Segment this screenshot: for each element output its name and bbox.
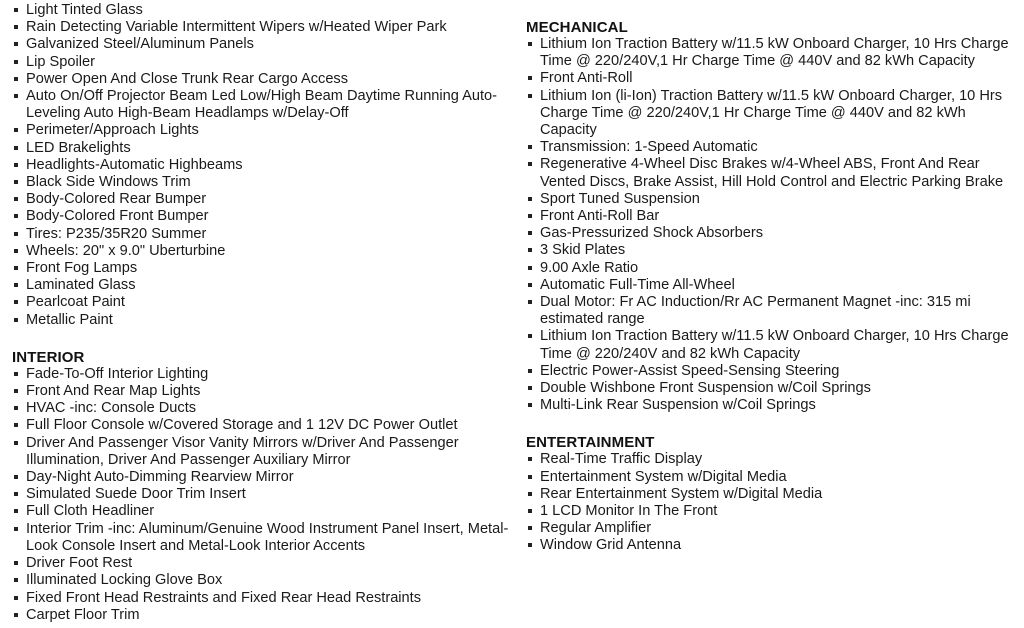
list-item-text: Body-Colored Front Bumper bbox=[26, 208, 209, 225]
list-item-text: Perimeter/Approach Lights bbox=[26, 122, 199, 139]
list-item bbox=[526, 520, 1016, 537]
list-item-text: HVAC -inc: Console Ducts bbox=[26, 400, 197, 417]
list-item bbox=[12, 88, 512, 122]
list-item-text: Double Wishbone Front Suspension w/Coil Springs bbox=[540, 380, 871, 397]
bullet-icon bbox=[528, 369, 532, 373]
list-item bbox=[12, 2, 512, 19]
list-item-text: Rear Entertainment System w/Digital Media bbox=[540, 485, 823, 502]
list-item-text: Galvanized Steel/Aluminum Panels bbox=[26, 36, 254, 53]
bullet-icon bbox=[14, 283, 18, 287]
mechanical-heading: MECHANICAL bbox=[526, 19, 628, 36]
bullet-icon bbox=[14, 197, 18, 201]
bullet-icon bbox=[528, 145, 532, 149]
list-item-text: Lithium Ion Traction Battery w/11.5 kW Onboard Charger, 10 Hrs Charge Time @ 220/240V and 82 kWh Capacity bbox=[540, 328, 1009, 362]
bullet-icon bbox=[14, 406, 18, 410]
list-item-text: Metallic Paint bbox=[26, 311, 113, 328]
list-item-text: 1 LCD Monitor In The Front bbox=[540, 503, 718, 520]
bullet-icon bbox=[528, 526, 532, 530]
list-item-text: Full Cloth Headliner bbox=[26, 503, 155, 520]
list-item bbox=[12, 572, 512, 589]
bullet-icon bbox=[14, 163, 18, 167]
list-item-text: Dual Motor: Fr AC Induction/Rr AC Permanent Magnet -inc: 315 mi estimated range bbox=[540, 294, 971, 328]
list-item bbox=[526, 486, 1016, 503]
list-item bbox=[12, 503, 512, 520]
list-item-text: Driver Foot Rest bbox=[26, 555, 133, 572]
list-item bbox=[12, 260, 512, 277]
list-item bbox=[526, 328, 1016, 362]
bullet-icon bbox=[14, 8, 18, 12]
list-item bbox=[12, 19, 512, 36]
list-item bbox=[12, 312, 512, 329]
list-item-text: Auto On/Off Projector Beam Led Low/High Beam Daytime Running Auto-Leveling Auto High-Beam Headlamps w/Delay-Off bbox=[26, 88, 498, 122]
list-item bbox=[526, 156, 1016, 190]
list-item bbox=[526, 260, 1016, 277]
list-item bbox=[526, 503, 1016, 520]
list-item-text: Day-Night Auto-Dimming Rearview Mirror bbox=[26, 469, 294, 486]
bullet-icon bbox=[14, 492, 18, 496]
list-item bbox=[12, 555, 512, 572]
list-item bbox=[526, 363, 1016, 380]
bullet-icon bbox=[14, 475, 18, 479]
bullet-icon bbox=[14, 372, 18, 376]
list-item bbox=[526, 225, 1016, 242]
interior-heading: INTERIOR bbox=[12, 348, 85, 366]
list-item-text: Fade-To-Off Interior Lighting bbox=[26, 365, 209, 382]
list-item-text: Tires: P235/35R20 Summer bbox=[26, 225, 207, 242]
list-item bbox=[526, 469, 1016, 486]
bullet-icon bbox=[528, 403, 532, 407]
list-item bbox=[12, 417, 512, 434]
bullet-icon bbox=[528, 248, 532, 252]
list-item-text: Window Grid Antenna bbox=[540, 537, 682, 554]
list-item-text: Front And Rear Map Lights bbox=[26, 383, 201, 400]
list-item-text: Interior Trim -inc: Aluminum/Genuine Wood Instrument Panel Insert, Metal-Look Console Insert and Metal-Look Interior Accents bbox=[26, 520, 509, 554]
list-item bbox=[526, 537, 1016, 554]
bullet-icon bbox=[528, 509, 532, 513]
list-item-text: Front Anti-Roll Bar bbox=[540, 208, 660, 225]
list-item bbox=[12, 366, 512, 383]
bullet-icon bbox=[14, 527, 18, 531]
right-column bbox=[526, 0, 1016, 555]
list-item-text: Wheels: 20" x 9.0" Uberturbine bbox=[26, 242, 226, 259]
bullet-icon bbox=[528, 42, 532, 46]
list-item-text: Front Anti-Roll bbox=[540, 70, 633, 87]
bullet-icon bbox=[14, 423, 18, 427]
list-item bbox=[526, 208, 1016, 225]
list-item bbox=[12, 208, 512, 225]
list-item-text: Lithium Ion Traction Battery w/11.5 kW Onboard Charger, 10 Hrs Charge Time @ 220/240V,1 Hr Charge Time @ 440V and 82 kWh Capacity bbox=[540, 36, 1009, 70]
bullet-icon bbox=[14, 94, 18, 98]
list-item bbox=[526, 36, 1016, 70]
entertainment-section bbox=[526, 434, 1016, 554]
list-item-text: Full Floor Console w/Covered Storage and 1 12V DC Power Outlet bbox=[26, 417, 458, 434]
list-item-text: 3 Skid Plates bbox=[540, 242, 626, 259]
list-item-text: Illuminated Locking Glove Box bbox=[26, 572, 223, 589]
bullet-icon bbox=[528, 214, 532, 218]
bullet-icon bbox=[528, 334, 532, 338]
list-item bbox=[12, 243, 512, 260]
left-column bbox=[12, 0, 512, 624]
bullet-icon bbox=[528, 266, 532, 270]
list-item bbox=[526, 139, 1016, 156]
list-item bbox=[12, 191, 512, 208]
list-item-text: Fixed Front Head Restraints and Fixed Rear Head Restraints bbox=[26, 589, 422, 606]
list-item-text: Real-Time Traffic Display bbox=[540, 451, 703, 468]
list-item-text: Lithium Ion (li-Ion) Traction Battery w/11.5 kW Onboard Charger, 10 Hrs Charge Time @ 220/240V,1 Hr Charge Time @ 440V and 82 kWh Capacity bbox=[540, 87, 1003, 139]
bullet-icon bbox=[14, 613, 18, 617]
list-item-text: Lip Spoiler bbox=[26, 53, 95, 70]
list-item bbox=[12, 140, 512, 157]
list-item bbox=[12, 607, 512, 624]
bullet-icon bbox=[528, 386, 532, 390]
list-item-text: Headlights-Automatic Highbeams bbox=[26, 156, 243, 173]
list-item bbox=[12, 590, 512, 607]
interior-list bbox=[12, 366, 512, 624]
list-item bbox=[12, 36, 512, 53]
bullet-icon bbox=[528, 197, 532, 201]
list-item-text: Entertainment System w/Digital Media bbox=[540, 468, 787, 485]
list-item-text: LED Brakelights bbox=[26, 139, 131, 156]
list-item bbox=[12, 294, 512, 311]
list-item-text: Power Open And Close Trunk Rear Cargo Access bbox=[26, 70, 349, 87]
entertainment-list bbox=[526, 451, 1016, 554]
list-item-text: Sport Tuned Suspension bbox=[540, 190, 700, 207]
bullet-icon bbox=[14, 389, 18, 393]
list-item bbox=[526, 380, 1016, 397]
list-item bbox=[12, 157, 512, 174]
list-item-text: Body-Colored Rear Bumper bbox=[26, 191, 207, 208]
list-item-text: Transmission: 1-Speed Automatic bbox=[540, 139, 758, 156]
list-item-text: Regular Amplifier bbox=[540, 520, 652, 537]
list-item bbox=[12, 122, 512, 139]
list-item-text: Driver And Passenger Visor Vanity Mirrors w/Driver And Passenger Illumination, Driver And Passenger Auxiliary Mirror bbox=[26, 434, 459, 468]
interior-section bbox=[12, 349, 512, 624]
bullet-icon bbox=[14, 60, 18, 64]
bullet-icon bbox=[14, 509, 18, 513]
list-item-text: Simulated Suede Door Trim Insert bbox=[26, 486, 246, 503]
bullet-icon bbox=[14, 42, 18, 46]
list-item bbox=[526, 242, 1016, 259]
list-item bbox=[12, 383, 512, 400]
bullet-icon bbox=[14, 561, 18, 565]
list-item bbox=[526, 397, 1016, 414]
bullet-icon bbox=[528, 543, 532, 547]
list-item bbox=[12, 54, 512, 71]
list-item-text: Regenerative 4-Wheel Disc Brakes w/4-Wheel ABS, Front And Rear Vented Discs, Brake Assist, Hill Hold Control and Electric Parking Brake bbox=[540, 156, 1004, 190]
list-item bbox=[526, 88, 1016, 140]
bullet-icon bbox=[14, 300, 18, 304]
bullet-icon bbox=[14, 441, 18, 445]
list-item bbox=[526, 277, 1016, 294]
bullet-icon bbox=[14, 266, 18, 270]
list-item-text: Light Tinted Glass bbox=[26, 2, 143, 18]
list-item bbox=[12, 71, 512, 88]
exterior-list bbox=[12, 2, 512, 329]
bullet-icon bbox=[14, 25, 18, 29]
list-item-text: Front Fog Lamps bbox=[26, 260, 138, 277]
bullet-icon bbox=[14, 318, 18, 322]
bullet-icon bbox=[14, 180, 18, 184]
list-item-text: Electric Power-Assist Speed-Sensing Steering bbox=[540, 362, 840, 379]
list-item-text: Laminated Glass bbox=[26, 277, 136, 294]
bullet-icon bbox=[14, 128, 18, 132]
list-item bbox=[12, 277, 512, 294]
entertainment-heading: ENTERTAINMENT bbox=[526, 434, 655, 452]
bullet-icon bbox=[14, 146, 18, 150]
list-item bbox=[526, 451, 1016, 468]
list-item-text: Carpet Floor Trim bbox=[26, 606, 140, 623]
bullet-icon bbox=[528, 231, 532, 235]
bullet-icon bbox=[528, 475, 532, 479]
list-item bbox=[12, 486, 512, 503]
bullet-icon bbox=[528, 300, 532, 304]
list-item-text: Rain Detecting Variable Intermittent Wipers w/Heated Wiper Park bbox=[26, 19, 447, 36]
exterior-section bbox=[12, 0, 512, 329]
list-item-text: Pearlcoat Paint bbox=[26, 294, 125, 311]
bullet-icon bbox=[528, 94, 532, 98]
bullet-icon bbox=[528, 492, 532, 496]
list-item-text: Black Side Windows Trim bbox=[26, 174, 191, 191]
list-item bbox=[526, 294, 1016, 328]
list-item bbox=[12, 469, 512, 486]
list-item bbox=[12, 435, 512, 469]
list-item bbox=[526, 191, 1016, 208]
bullet-icon bbox=[528, 76, 532, 80]
list-item bbox=[12, 400, 512, 417]
mechanical-list bbox=[526, 36, 1016, 414]
bullet-icon bbox=[528, 457, 532, 461]
mechanical-section bbox=[526, 0, 1016, 414]
list-item-text: Multi-Link Rear Suspension w/Coil Springs bbox=[540, 397, 816, 414]
bullet-icon bbox=[14, 578, 18, 582]
bullet-icon bbox=[14, 232, 18, 236]
list-item bbox=[526, 70, 1016, 87]
bullet-icon bbox=[14, 77, 18, 81]
list-item-text: Gas-Pressurized Shock Absorbers bbox=[540, 225, 764, 242]
list-item bbox=[12, 521, 512, 555]
list-item bbox=[12, 226, 512, 243]
bullet-icon bbox=[14, 249, 18, 253]
list-item-text: 9.00 Axle Ratio bbox=[540, 259, 639, 276]
list-item bbox=[12, 174, 512, 191]
bullet-icon bbox=[14, 596, 18, 600]
bullet-icon bbox=[528, 162, 532, 166]
list-item-text: Automatic Full-Time All-Wheel bbox=[540, 276, 735, 293]
bullet-icon bbox=[528, 283, 532, 287]
bullet-icon bbox=[14, 214, 18, 218]
